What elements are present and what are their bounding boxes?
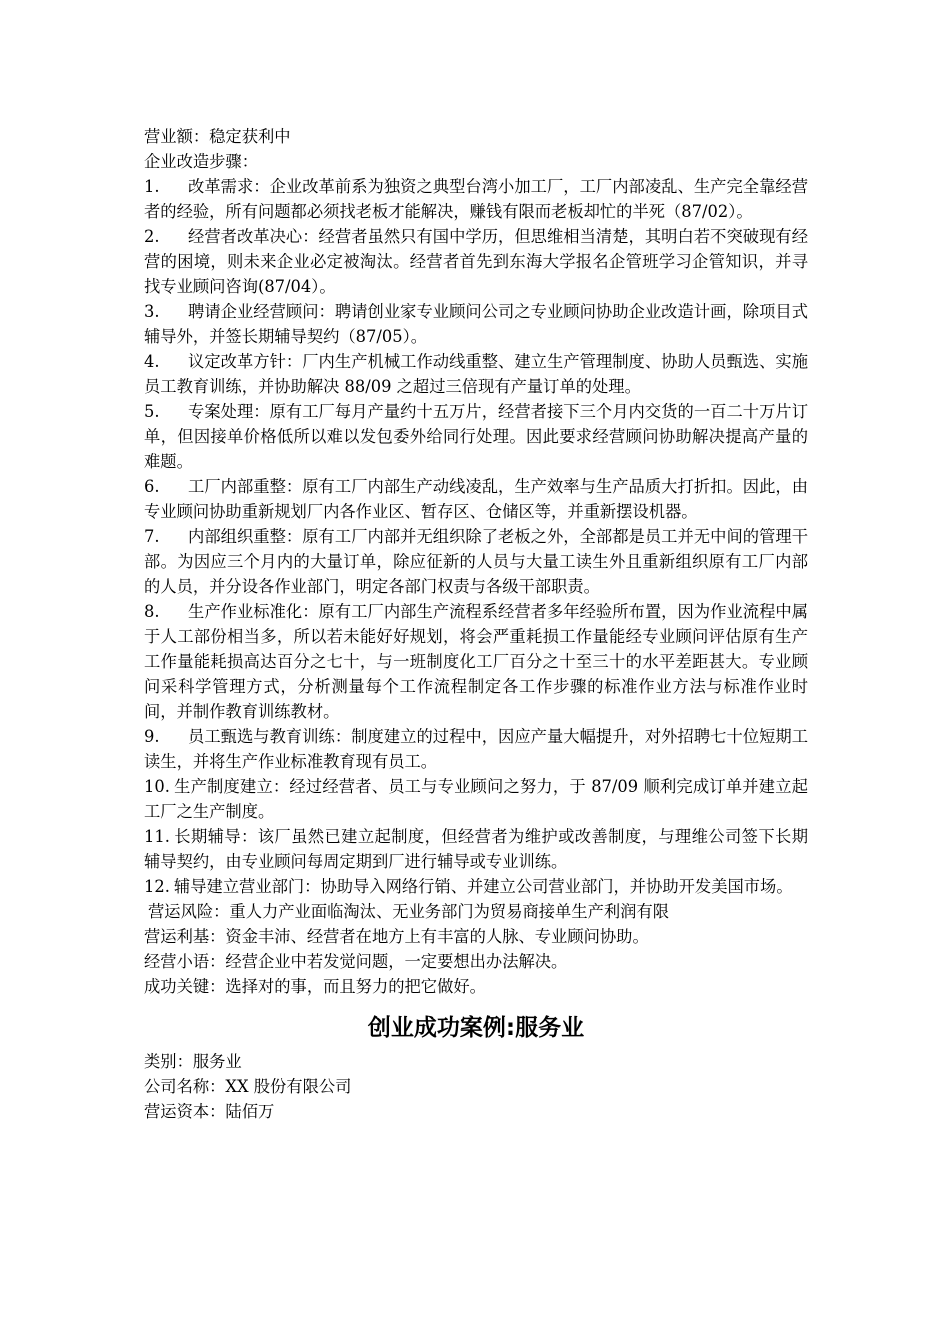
list-item xyxy=(144,174,808,224)
step-text: 工厂内部重整：原有工厂内部生产动线凌乱，生产效率与生产品质大打折扣。因此，由专业顾问协助重新规划厂内各作业区、暂存区、仓储区等，并重新摆设机器。 xyxy=(144,477,808,521)
advantage-line: 营运利基：资金丰沛、经营者在地方上有丰富的人脉、专业顾问协助。 xyxy=(144,927,649,946)
list-item xyxy=(144,774,808,824)
step-number: 4. xyxy=(144,352,160,371)
step-number: 1. xyxy=(144,177,160,196)
step-text: 议定改革方针：厂内生产机械工作动线重整、建立生产管理制度、协助人员甄选、实施员工教育训练，并协助解决 88/09 之超过三倍现有产量订单的处理。 xyxy=(144,352,808,396)
step-number: 2. xyxy=(144,227,160,246)
step-text: 专案处理：原有工厂每月产量约十五万片，经营者接下三个月内交货的一百二十万片订单，但因接单价格低所以难以发包委外给同行处理。因此要求经营顾问协助解决提高产量的难题。 xyxy=(144,402,808,471)
success-key-line: 成功关键：选择对的事，而且努力的把它做好。 xyxy=(144,977,486,996)
step-text: 内部组织重整：原有工厂内部并无组织除了老板之外，全部都是员工并无中间的管理干部。为因应三个月内的大量订单，除应征新的人员与大量工读生外且重新组织原有工厂内部的人员，并分设各作业部门，明定各部门权责与各级干部职责。 xyxy=(144,527,808,596)
step-text: 聘请企业经营顾问：聘请创业家专业顾问公司之专业顾问协助企业改造计画，除项目式辅导外，并签长期辅导契约（87/05）。 xyxy=(144,302,808,346)
document-page xyxy=(144,124,808,1124)
list-item xyxy=(144,474,808,524)
step-text: 员工甄选与教育训练：制度建立的过程中，因应产量大幅提升，对外招聘七十位短期工读生，并将生产作业标准教育现有员工。 xyxy=(144,727,808,771)
list-item xyxy=(144,824,808,874)
step-text: 生产作业标准化：原有工厂内部生产流程系经营者多年经验所布置，因为作业流程中属于人工部份相当多，所以若未能好好规划，将会严重耗损工作量能经专业顾问评估原有生产工作量能耗损高达百分之七十，与一班制度化工厂百分之十至三十的水平差距甚大。专业顾问采科学管理方式，分析测量每个工作流程制定各工作步骤的标准作业方法与标准作业时间，并制作教育训练教材。 xyxy=(144,602,808,721)
step-number: 10. xyxy=(144,777,170,796)
step-number: 7. xyxy=(144,527,160,546)
steps-title: 企业改造步骤： xyxy=(144,152,258,171)
section-heading: 创业成功案例:服务业 xyxy=(367,1015,585,1041)
steps-list xyxy=(144,174,808,899)
tip-line: 经营小语：经营企业中若发觉问题，一定要想出办法解决。 xyxy=(144,952,568,971)
step-number: 8. xyxy=(144,602,160,621)
capital-line: 营运资本：陆佰万 xyxy=(144,1102,275,1121)
list-item xyxy=(144,724,808,774)
list-item xyxy=(144,399,808,474)
category-line: 类别：服务业 xyxy=(144,1052,242,1071)
step-text: 经营者改革决心：经营者虽然只有国中学历，但思维相当清楚，其明白若不突破现有经营的困境，则未来企业必定被淘汰。经营者首先到东海大学报名企管班学习企管知识，并寻找专业顾问咨询(87/04）。 xyxy=(144,227,808,296)
risk-line: 营运风险：重人力产业面临淘汰、无业务部门为贸易商接单生产利润有限 xyxy=(148,902,670,921)
list-item xyxy=(144,524,808,599)
step-number: 3. xyxy=(144,302,160,321)
list-item xyxy=(144,874,808,899)
list-item xyxy=(144,224,808,299)
step-number: 11. xyxy=(144,827,170,846)
step-text: 改革需求：企业改革前系为独资之典型台湾小加工厂，工厂内部凌乱、生产完全靠经营者的经验，所有问题都必须找老板才能解决，赚钱有限而老板却忙的半死（87/02）。 xyxy=(144,177,808,221)
list-item xyxy=(144,349,808,399)
step-number: 12. xyxy=(144,877,170,896)
list-item xyxy=(144,599,808,724)
step-number: 5. xyxy=(144,402,160,421)
step-text: 长期辅导：该厂虽然已建立起制度，但经营者为维护或改善制度，与理维公司签下长期辅导契约，由专业顾问每周定期到厂进行辅导或专业训练。 xyxy=(144,827,808,871)
step-number: 6. xyxy=(144,477,160,496)
step-number: 9. xyxy=(144,727,160,746)
company-name-line: 公司名称：XX 股份有限公司 xyxy=(144,1077,352,1096)
revenue-line: 营业额：稳定获利中 xyxy=(144,127,291,146)
step-text: 生产制度建立：经过经营者、员工与专业顾问之努力，于 87/09 顺利完成订单并建立起工厂之生产制度。 xyxy=(144,777,808,821)
step-text: 辅导建立营业部门：协助导入网络行销、并建立公司营业部门，并协助开发美国市场。 xyxy=(173,877,793,896)
list-item xyxy=(144,299,808,349)
